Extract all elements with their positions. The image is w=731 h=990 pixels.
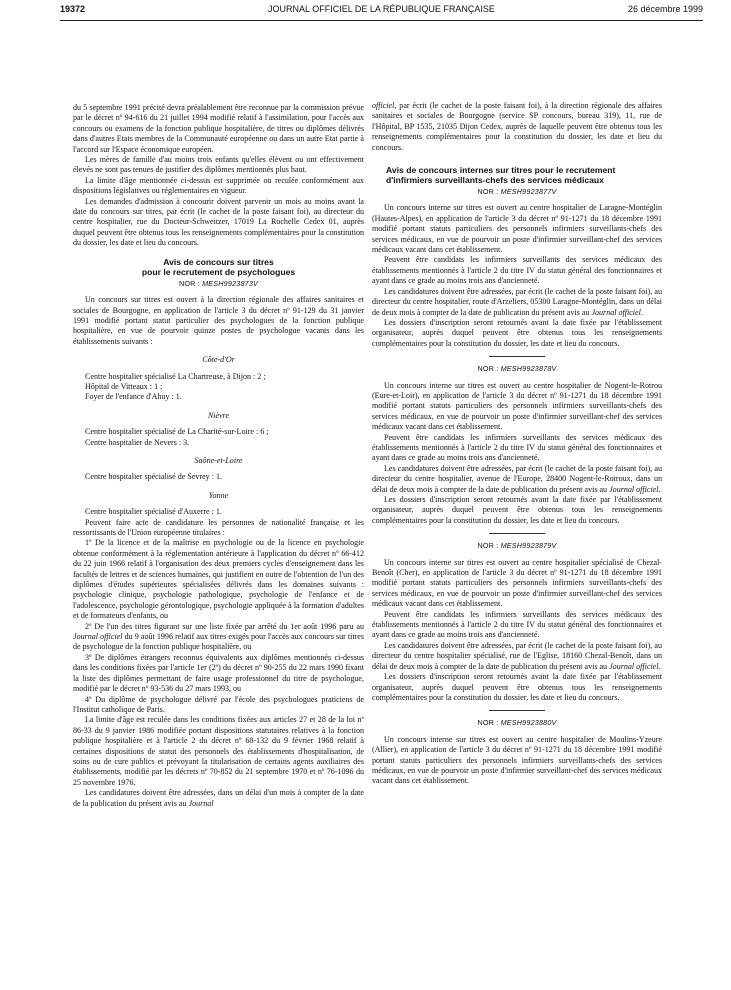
nor-reference [372, 718, 662, 728]
journal-officiel-ref: Journal officiel [609, 661, 659, 671]
paragraph [372, 287, 662, 318]
establishment-item: Centre hospitalier spécialisé La Chartreuse, à Dijon : 2 ; [85, 371, 266, 381]
notice-separator [489, 356, 545, 357]
paragraph [372, 641, 662, 672]
paragraph: Peuvent être candidats les infirmiers surveillants des services médicaux des établissements mentionnés à l'article 2 du titre IV du statut général des fonctionnaires et ayant dans ce grade au moins trois ans d'ancienneté. [372, 255, 662, 286]
section-title-line: Avis de concours sur titres [163, 256, 274, 267]
establishment-item: Centre hospitalier spécialisé de Sevrey : 1. [85, 472, 222, 482]
text-run: 2º De l'un des titres figurant sur une liste fixée par arrêté du 1er août 1996 paru au [85, 621, 364, 631]
paragraph: Un concours sur titres est ouvert à la direction régionale des affaires sanitaires et sociales de Bourgogne, en application de l'article 3 du décret nº 91-129 du 31 janvier 1991 modifié portant statut particulier des psychologues de la fonction publique hospitalière, en vue de pourvoir quinze postes de psychologue vacants dans les établissements suivants : [73, 295, 364, 346]
establishment-item: Centre hospitalier spécialisé d'Auxerre : 1. [85, 507, 222, 517]
department-heading: Nièvre [207, 410, 230, 420]
nor-code: MESH9923873V [202, 278, 259, 288]
notice-separator [489, 533, 545, 534]
paragraph: Un concours interne sur titres est ouvert au centre hospitalier de Nogent-le-Rotrou (Eure-et-Loir), en application de l'article 3 du décret nº 91-1271 du 18 décembre 1991 modifié portant statuts particuliers des personnels infirmiers surveillants-chefs des services médicaux, en vue de pourvoir un poste d'infirmier surveillant-chef des services médicaux vacant dans cet établissement. [372, 380, 662, 432]
paragraph: Peuvent être candidats les infirmiers surveillants des services médicaux des établissements mentionnés à l'article 2 du titre IV du statut général des fonctionnaires et ayant dans ce grade au moins trois ans d'ancienneté. [372, 432, 662, 463]
establishment-item: Hôpital de Vitteaux : 1 ; [85, 381, 163, 391]
paragraph: La limite d'âge mentionnée ci-dessus est supprimée ou reculée conformément aux dispositions législatives ou réglementaires en vigueur. [73, 175, 364, 196]
nor-code: MESH9923878V [500, 364, 557, 374]
page-header [60, 4, 703, 18]
text-run: . [640, 307, 643, 317]
paragraph: Un concours interne sur titres est ouvert au centre hospitalier de Laragne-Montéglin (Hautes-Alpes), en application de l'article 3 du décret nº 91-1271 du 18 décembre 1991 modifié portant statuts particuliers des personnels infirmiers surveillants-chefs des services médicaux, en vue de pourvoir un poste d'infirmier surveillant-chef des services médicaux vacant dans cet établissement. [372, 203, 662, 255]
list-item [73, 622, 364, 653]
section-title [79, 257, 358, 277]
journal-officiel-ref: Journal officiel [609, 484, 659, 494]
nor-reference [372, 187, 662, 197]
establishment-item: Centre hospitalier de Nevers : 3. [85, 437, 190, 447]
list-item: 1º De la licence et de la maîtrise en psychologie ou de la licence en psychologie obtenue conformément à la réglementation antérieure à l'application du décret nº 66-412 du 22 juin 1966 relatif à l'organisation des deux premiers cycles d'enseignement dans les facultés de lettres et de sciences humaines, qui justifient en outre de l'obtention de l'un des diplômes d'études supérieures spécialisées délivrés dans les domaines suivants : psychologie clinique, psychologie pathologique, psychologie de l'enfance et de l'adolescence, psychologie gérontologique, psychologie appliquée à la formation d'adultes et de formateurs d'enfants, ou [73, 538, 364, 621]
nor-reference [372, 541, 662, 551]
journal-officiel-ref: officiel [372, 101, 395, 110]
nor-code: MESH9923880V [500, 718, 557, 728]
paragraph: Les mères de famille d'au moins trois enfants qu'elles élèvent ou ont effectivement élevés ne sont pas tenues de justifier des diplômes mentionnés plus haut. [73, 155, 364, 175]
establishment-item: Foyer de l'enfance d'Ahuy : 1. [85, 392, 182, 402]
text-run: , par écrit (le cachet de la poste faisant foi), à la direction régionale des affaires sanitaires et sociales de Bourgogne (service SP concours, bureau 319), 11, rue de l'Hôpital, BP 1535, 21035 Dijon Cedex, auprès de laquelle peuvent être obtenus tous les renseignements complémentaires pour la constitution du dossier, les date et lieu du concours. [372, 101, 662, 152]
paragraph: Les dossiers d'inscription seront retournés avant la date fixée par l'établissement organisateur, auprès duquel peuvent être obtenus tous les renseignements complémentaires pour la constitution du dossier, les date et lieu du concours. [372, 672, 662, 702]
text-run: . [658, 661, 661, 671]
nor-label: NOR : [477, 541, 501, 551]
paragraph: Peuvent faire acte de candidature les personnes de nationalité française et les ressortissants de l'Union européenne titulaires : [73, 517, 364, 537]
nor-label: NOR : [477, 364, 501, 374]
text-run: Les candidatures doivent être adressées, par écrit (le cachet de la poste faisant foi), au directeur du centre hospitalier, avenue de l'Europe, 28400 Nogent-le-Rotroux, dans un délai de deux mois à compter de la date de publication du présent avis au [372, 463, 662, 494]
paragraph: Peuvent être candidats les infirmiers surveillants des services médicaux des établissements mentionnés à l'article 2 du titre IV du statut général des fonctionnaires et ayant dans ce grade au moins trois ans d'ancienneté. [372, 609, 662, 640]
left-column [73, 103, 364, 809]
paragraph: Un concours interne sur titres est ouvert au centre hospitalier spécialisé de Chezal-Benoît (Cher), en application de l'article 3 du décret nº 91-1271 du 18 décembre 1991 modifié portant statuts particuliers des personnels infirmiers surveillants-chefs des services médicaux, en vue de pourvoir un poste d'infirmier surveillant-chef des services médicaux vacant dans cet établissement. [372, 557, 662, 609]
paragraph: Un concours interne sur titres est ouvert au centre hospitalier de Moulins-Yzeure (Allier), en application de l'article 3 du décret nº 91-1271 du 18 décembre 1991 modifié portant statuts particuliers des personnels infirmiers surveillants-chefs des services médicaux, en vue de pourvoir un poste d'infirmier surveillant-chef des services médicaux vacant dans cet établissement. [372, 734, 662, 786]
department-heading: Saône-et-Loire [194, 455, 243, 465]
nor-reference [372, 364, 662, 374]
paragraph: Les demandes d'admission à concourir doivent parvenir un mois au moins avant la date du concours sur titres, par écrit (le cachet de la poste faisant foi), au directeur du centre hospitalier, rue du Docteur-Schweitzer, 17019 La Rochelle Cedex 01, auprès duquel peuvent être obtenus tous les renseignements complémentaires pour la constitution du dossier, les date et lieu du concours. [73, 196, 364, 248]
paragraph: Les dossiers d'inscription seront retournés avant la date fixée par l'établissement organisateur, auprès duquel peuvent être obtenus tous les renseignements complémentaires pour la constitution du dossier, les date et lieu du concours. [372, 495, 662, 525]
text-run: Les candidatures doivent être adressées, dans un délai d'un mois à compter de la date de la publication du présent avis au [73, 788, 364, 808]
paragraph [73, 788, 364, 809]
nor-code: MESH9923879V [500, 541, 557, 551]
establishment-item: Centre hospitalier spécialisé de La Charité-sur-Loire : 6 ; [85, 427, 269, 437]
list-item: 3º De diplômes étrangers reconnus équivalents aux diplômes mentionnés ci-dessus dans les conditions fixées par l'article 1er (2º) du décret nº 90-255 du 22 mars 1990 fixant la liste des diplômes permettant de faire usage professionnel du titre de psychologue, modifié par le décret nº 93-536 du 27 mars 1993, ou [73, 652, 364, 694]
text-run: Les candidatures doivent être adressées, par écrit (le cachet de la poste faisant foi), au directeur du centre hospitalier, route d'Arzeliers, 05300 Laragne-Montéglin, dans un délai de deux mois à compter de la date de publication du présent avis au [372, 286, 662, 317]
nor-reference [73, 279, 364, 289]
journal-officiel-ref: Journal officiel [73, 632, 123, 642]
section-title-line: pour le recrutement de psychologues [141, 266, 296, 277]
nor-code: MESH9923877V [500, 187, 557, 197]
text-run: du 9 août 1996 relatif aux titres exigés pour l'accès aux concours sur titres de psychologue de la fonction publique hospitalière, ou [73, 632, 365, 652]
paragraph: Les dossiers d'inscription seront retournés avant la date fixée par l'établissement organisateur, auprès duquel peuvent être obtenus tous les renseignements complémentaires pour la constitution du dossier, les date et lieu du concours. [372, 317, 662, 348]
paragraph: La limite d'âge est reculée dans les conditions fixées aux articles 27 et 28 de la loi nº 86-33 du 9 janvier 1986 modifiée portant dispositions statutaires relatives à la fonction publique hospitalière et à l'article 2 du décret nº 68-132 du 9 février 1968 relatif à certaines dispositions de statut des personnels des établissements d'hospitalisation, de soins ou de cure publics et prévoyant la titularisation de certains agents auxiliaires des établissements, modifié par les décrets nº 70-852 du 21 septembre 1970 et nº 76-1096 du 25 novembre 1976. [73, 715, 364, 787]
right-column [372, 101, 662, 787]
notice-separator [489, 710, 545, 711]
journal-title: JOURNAL OFFICIEL DE LA RÉPUBLIQUE FRANÇAISE [268, 4, 495, 14]
department-heading: Côte-d'Or [202, 355, 235, 365]
nor-label: NOR : [477, 187, 501, 197]
header-rule [60, 20, 703, 21]
page-number: 19372 [60, 4, 86, 14]
section-title: Avis de concours internes sur titres pour le recrutement d'infirmiers surveillants-chefs des services médicaux [386, 165, 616, 186]
issue-date: 26 décembre 1999 [627, 4, 703, 14]
paragraph [372, 101, 662, 153]
nor-label: NOR : [178, 278, 203, 288]
list-item: 4º Du diplôme de psychologue délivré par l'école des psychologues praticiens de l'Institut catholique de Paris. [73, 694, 364, 714]
paragraph [372, 464, 662, 495]
text-run: . [658, 484, 661, 494]
journal-officiel-ref: Journal officiel [591, 307, 641, 317]
nor-label: NOR : [477, 718, 501, 728]
department-heading: Yonne [208, 490, 229, 500]
paragraph: du 5 septembre 1991 précité devra préalablement être reconnue par la commission prévue par le décret nº 94-616 du 21 juillet 1994 modifié relatif à l'assimilation, pour l'accès aux concours ou examens de la fonction publique hospitalière, de titres ou diplômes délivrés dans d'autres Etats membres de la Communauté européenne ou dans un autre Etat partie à l'accord sur l'Espace économique européen. [73, 103, 364, 154]
text-run: Les candidatures doivent être adressées, par écrit (le cachet de la poste faisant foi), au directeur du centre hospitalier spécialisé, rue de l'Eglise, 18160 Chezal-Benoît, dans un délai de deux mois à compter de la date de publication du présent avis au [372, 640, 662, 671]
journal-officiel-ref: Journal [188, 798, 214, 808]
